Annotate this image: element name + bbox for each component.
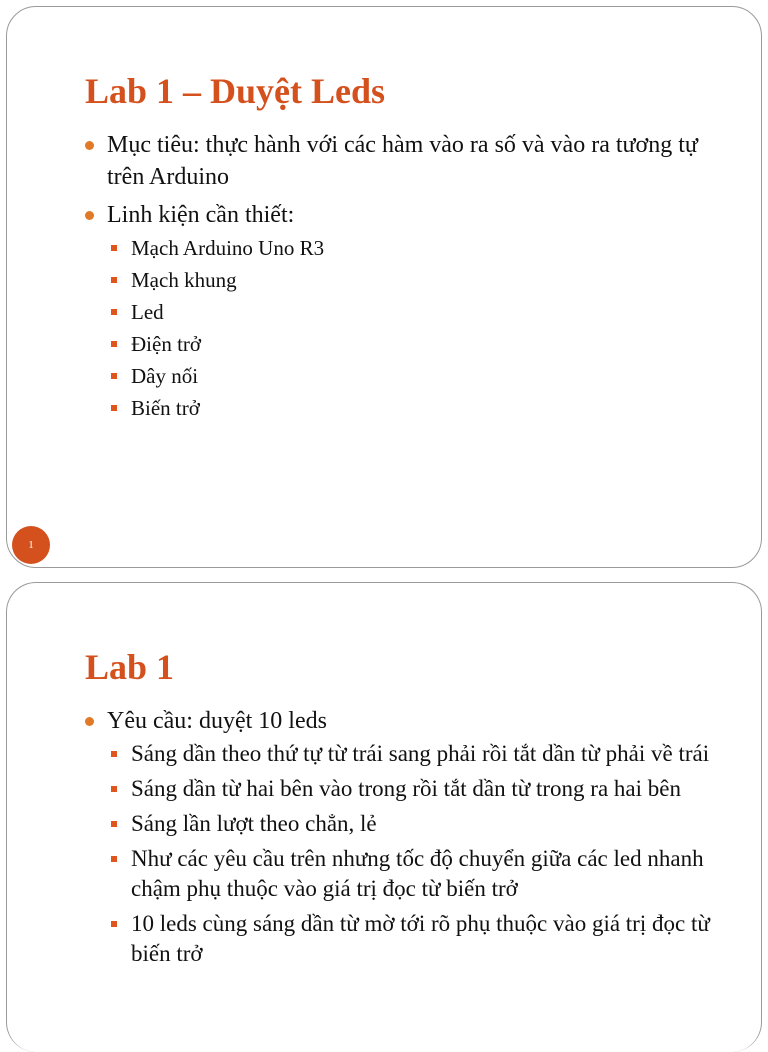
sub-bullet-item bbox=[107, 361, 721, 391]
bullet-square-icon bbox=[111, 751, 117, 757]
page-number-badge: 1 bbox=[12, 526, 50, 564]
sub-bullet-item bbox=[107, 297, 721, 327]
sub-bullet-item bbox=[107, 844, 721, 904]
bullet-square-icon bbox=[111, 921, 117, 927]
sub-bullet-item bbox=[107, 265, 721, 295]
slide-2 bbox=[6, 582, 762, 1052]
bullet-dot-icon bbox=[85, 717, 94, 726]
slide-title: Lab 1 bbox=[85, 647, 175, 687]
sub-bullet-list bbox=[107, 739, 721, 969]
sub-bullet-item bbox=[107, 809, 721, 839]
sub-bullet-text: Sáng dần từ hai bên vào trong rồi tắt dần từ trong ra hai bên bbox=[131, 776, 681, 801]
sub-bullet-text: Biến trở bbox=[131, 396, 200, 420]
sub-bullet-item bbox=[107, 393, 721, 423]
sub-bullet-text: Sáng lần lượt theo chẳn, lẻ bbox=[131, 811, 377, 836]
bullet-square-icon bbox=[111, 245, 117, 251]
bullet-square-icon bbox=[111, 341, 117, 347]
sub-bullet-text: Dây nối bbox=[131, 364, 199, 388]
bullet-square-icon bbox=[111, 786, 117, 792]
sub-bullet-item bbox=[107, 774, 721, 804]
bullet-square-icon bbox=[111, 309, 117, 315]
slide-title: Lab 1 – Duyệt Leds bbox=[85, 71, 386, 111]
sub-bullet-list bbox=[107, 233, 721, 423]
bullet-square-icon bbox=[111, 373, 117, 379]
bullet-square-icon bbox=[111, 856, 117, 862]
bullet-square-icon bbox=[111, 821, 117, 827]
bullet-text: Mục tiêu: thực hành với các hàm vào ra số và vào ra tương tự trên Arduino bbox=[107, 132, 698, 190]
bullet-item bbox=[85, 199, 721, 423]
sub-bullet-item bbox=[107, 233, 721, 263]
sub-bullet-text: Như các yêu cầu trên nhưng tốc độ chuyển giữa các led nhanh chậm phụ thuộc vào giá trị đọc từ biến trở bbox=[131, 846, 704, 901]
bullet-dot-icon bbox=[85, 211, 94, 220]
bullet-item bbox=[85, 129, 721, 193]
bullet-list bbox=[85, 129, 721, 429]
bullet-item bbox=[85, 705, 721, 969]
sub-bullet-text: 10 leds cùng sáng dần từ mờ tới rõ phụ thuộc vào giá trị đọc từ biến trở bbox=[131, 911, 710, 966]
slide-1 bbox=[6, 6, 762, 568]
sub-bullet-text: Sáng dần theo thứ tự từ trái sang phải rồi tắt dần từ phải về trái bbox=[131, 741, 710, 766]
sub-bullet-text: Mạch Arduino Uno R3 bbox=[131, 236, 325, 260]
sub-bullet-item bbox=[107, 739, 721, 769]
sub-bullet-item bbox=[107, 909, 721, 969]
sub-bullet-text: Led bbox=[131, 300, 164, 324]
bullet-list bbox=[85, 705, 721, 975]
sub-bullet-text: Điện trở bbox=[131, 332, 202, 356]
bullet-dot-icon bbox=[85, 141, 94, 150]
bullet-text: Linh kiện cần thiết: bbox=[107, 202, 295, 228]
bullet-square-icon bbox=[111, 277, 117, 283]
bullet-square-icon bbox=[111, 405, 117, 411]
sub-bullet-item bbox=[107, 329, 721, 359]
bullet-text: Yêu cầu: duyệt 10 leds bbox=[107, 708, 327, 734]
sub-bullet-text: Mạch khung bbox=[131, 268, 237, 292]
